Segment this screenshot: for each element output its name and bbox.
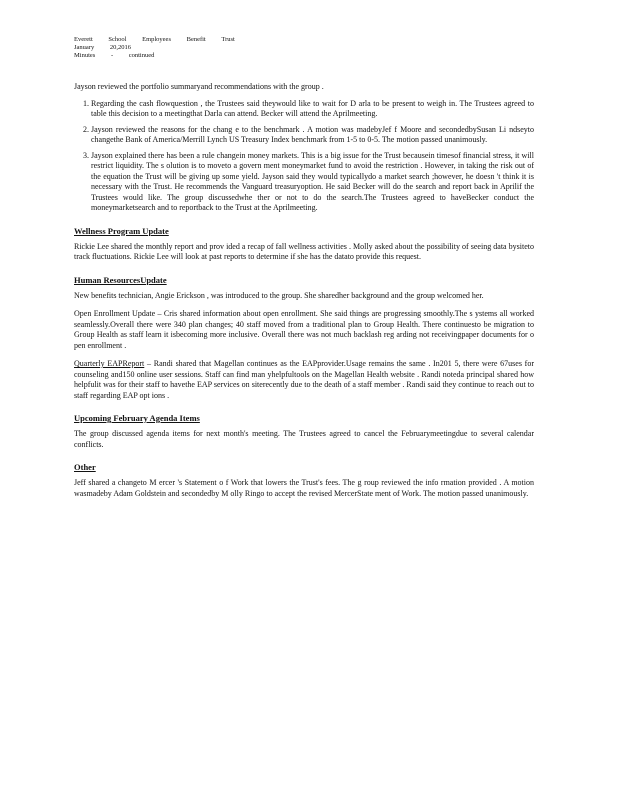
header-word: Employees	[142, 36, 171, 43]
section-heading-wellness: Wellness Program Update	[74, 225, 169, 236]
hr-paragraph-2: Open Enrollment Update – Cris shared information about open enrollment. She said things are progressing smoothly.The s ystems all worked seamlessly.Overall there were 340 plan changes; 40 staff moved from a traditional plan to Group Health. There continuesto be migration to Group Health as staff learn it isbecoming more inclusive. Overall there was not much backlash reg arding not receivingpaper documents for o pen enrollment .	[74, 309, 534, 350]
section-heading-other: Other	[74, 462, 96, 472]
document-page	[74, 36, 534, 499]
intro-paragraph: Jayson reviewed the portfolio summaryand recommendations with the group .	[74, 82, 324, 91]
list-item: 2. Jayson reviewed the reasons for the chang e to the benchmark . A motion was madebyJef f Moore and secondedbySusan Li ndseyto changethe Bank of America/Merrill Lynch US Treasury Index benchmark from 1-5 to 0-5. The motion passed unanimously.	[91, 125, 534, 146]
header-word: Minutes	[74, 52, 96, 59]
section-heading-agenda: Upcoming February Agenda Items	[74, 413, 200, 423]
hr-paragraph-3	[74, 359, 534, 401]
numbered-list	[74, 99, 534, 214]
header-word: -	[110, 52, 114, 59]
header-line-3	[74, 52, 534, 60]
eap-report-text: – Randi shared that Magellan continues as the EAPprovider.Usage remains the same . In201 5, there were 67uses for counseling and150 online user sessions. Staff can find man yhelpfultools on the Magellan Health website . Randi noteda principal shared how helpfulit was for their staff to havethe EAP services on siterecently due to the death of a staff member . Randi said they continue to reach out to staff regarding EAP opt ions .	[74, 359, 534, 400]
list-item: 1. Regarding the cash flowquestion , the Trustees said theywould like to wait for D arla to be present to weigh in. The Trustees agreed to table this decision to a meetingthat Darla can attend. Becker will attend the Aprilmeeting.	[91, 99, 534, 120]
hr-paragraph-1: New benefits technician, Angie Erickson , was introduced to the group. She sharedher background and the group welcomed her.	[74, 290, 484, 300]
document-header	[74, 36, 534, 60]
eap-report-label: Quarterly EAPReport	[74, 359, 145, 368]
wellness-paragraph: Rickie Lee shared the monthly report and prov ided a recap of fall wellness activities . Molly asked about the possibility of seeing data bysiteto track fluctuations. Rickie Lee will look at past reports to determine if she has the datato provide this request.	[74, 241, 534, 261]
header-line-2	[74, 44, 534, 52]
header-word: Everett	[74, 36, 93, 43]
section-heading-hr: Human ResourcesUpdate	[74, 274, 167, 285]
header-word: January	[74, 44, 95, 51]
header-word: Trust	[221, 36, 235, 43]
other-paragraph: Jeff shared a changeto M ercer 's Statement o f Work that lowers the Trust's fees. The g roup reviewed the info rmation provided . A motion wasmadeby Adam Goldstein and secondedby M olly Ringo to accept the revised MercerState ment of Work. The motion passed unanimously.	[74, 478, 534, 498]
agenda-paragraph: The group discussed agenda items for next month's meeting. The Trustees agreed to cancel the Februarymeetingdue to several calendar conflicts.	[74, 429, 534, 449]
header-word: 20,2016	[109, 44, 131, 51]
header-line-1	[74, 36, 534, 44]
header-word: continued	[128, 52, 155, 59]
list-item: 3. Jayson explained there has been a rule changein money markets. This is a big issue for the Trust becausein timesof financial stress, it will restrict liquidity. The s olution is to moveto a govern ment moneymarket fund to avoid the restriction . However, in taking the risk out of the equation the Trust will be giving up some yield. Jayson said they would typicallydo a market search ;however, he doesn 't think it is necessary with the Trust. He recommends the Vanguard treasuryoption. He said Becker will do the search and report back in Aprilif the Trustees would like. The group discussedwhe ther or not to do the search.The Trustees agreed to haveBecker conduct the moneymarketsearch and to reportback to the Trust at the Aprilmeeting.	[91, 151, 534, 214]
header-word: School	[108, 36, 127, 43]
header-word: Benefit	[186, 36, 206, 43]
